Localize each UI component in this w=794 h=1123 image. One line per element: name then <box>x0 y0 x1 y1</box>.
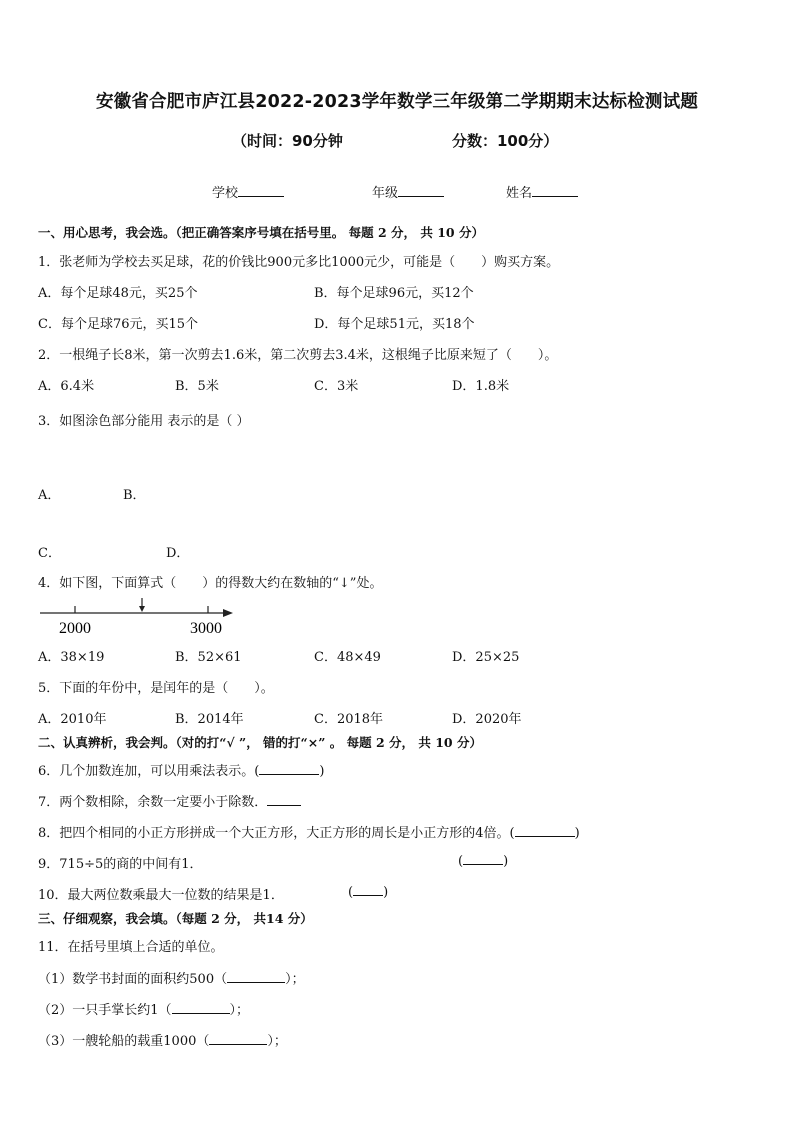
question-10: 10．最大两位数乘最大一位数的结果是1． <box>38 888 284 903</box>
number-line-arrowhead <box>223 609 233 617</box>
question-5: 5．下面的年份中，是闰年的是（ ）。 <box>38 681 274 696</box>
q10-open-paren: ( <box>348 885 354 900</box>
q3-option-b[interactable]: B． <box>123 488 146 503</box>
q11-sub-1-end: ）； <box>285 972 305 987</box>
exam-score: 分数：100分） <box>452 132 559 150</box>
q9-close-paren: ) <box>503 854 509 869</box>
q11-sub-3-text: （3）一艘轮船的载重1000（ <box>38 1034 210 1049</box>
number-line-figure <box>40 597 240 639</box>
question-8 <box>38 822 580 841</box>
school-blank[interactable] <box>238 184 284 197</box>
q11-sub-2 <box>38 999 249 1018</box>
q4-option-d[interactable]: D．25×25 <box>452 650 520 665</box>
q11-sub-1-text: （1）数学书封面的面积约500（ <box>38 972 228 987</box>
label-3000: 3000 <box>190 620 222 637</box>
label-2000: 2000 <box>59 620 91 637</box>
q3-option-c[interactable]: C． <box>38 546 61 561</box>
question-6-text: 6．几个加数连加，可以用乘法表示。( <box>38 764 260 779</box>
q9-answer[interactable] <box>458 853 508 869</box>
q11-sub-2-end: ）； <box>229 1003 250 1018</box>
q2-option-c[interactable]: C．3米 <box>314 379 359 394</box>
q6-close-paren: ) <box>319 764 325 779</box>
q11-sub-3-end: ）； <box>267 1034 287 1049</box>
question-6 <box>38 760 324 779</box>
q11-sub-3 <box>38 1030 287 1049</box>
question-4: 4．如下图，下面算式（ ）的得数大约在数轴的“↓”处。 <box>38 576 383 591</box>
q10-close-paren: ) <box>383 885 389 900</box>
question-2: 2．一根绳子长8米，第一次剪去1.6米，第二次剪去3.4米，这根绳子比原来短了（ ）。 <box>38 348 558 363</box>
q11-sub-3-blank[interactable] <box>209 1033 267 1045</box>
question-3: 3．如图涂色部分能用 表示的是（ ） <box>38 414 250 429</box>
q5-option-a[interactable]: A．2010年 <box>38 712 107 727</box>
q8-answer-blank[interactable] <box>515 825 575 837</box>
section1-heading: 一、用心思考，我会选。（把正确答案序号填在括号里。 每题 2 分， 共 10 分） <box>38 225 484 240</box>
q11-sub-1 <box>38 968 305 987</box>
q11-sub-1-blank[interactable] <box>227 971 285 983</box>
question-7 <box>38 791 301 810</box>
q1-option-c[interactable]: C．每个足球76元，买15个 <box>38 317 199 332</box>
q2-option-b[interactable]: B．5米 <box>175 379 219 394</box>
section2-heading: 二、认真辨析，我会判。（对的打“√ ”， 错的打“×” 。 每题 2 分， 共 10 分） <box>38 735 482 750</box>
school-field[interactable] <box>212 182 284 201</box>
name-label: 姓名 <box>506 186 533 201</box>
q5-option-d[interactable]: D．2020年 <box>452 712 522 727</box>
grade-field[interactable] <box>372 182 444 201</box>
q2-option-a[interactable]: A．6.4米 <box>38 379 95 394</box>
q1-option-d[interactable]: D．每个足球51元，买18个 <box>314 317 475 332</box>
q7-answer-blank[interactable] <box>267 794 301 806</box>
exam-title: 安徽省合肥市庐江县2022-2023学年数学三年级第二学期期末达标检测试题 <box>95 92 699 112</box>
question-1: 1．张老师为学校去买足球，花的价钱比900元多比1000元少，可能是（ ）购买方案。 <box>38 255 560 270</box>
q11-sub-2-blank[interactable] <box>172 1002 230 1014</box>
question-8-text: 8．把四个相同的小正方形拼成一个大正方形，大正方形的周长是小正方形的4倍。( <box>38 826 515 841</box>
q6-answer-blank[interactable] <box>259 763 319 775</box>
school-label: 学校 <box>212 186 239 201</box>
grade-blank[interactable] <box>398 184 444 197</box>
q3-option-a[interactable]: A． <box>38 488 61 503</box>
section3-heading: 三、仔细观察，我会填。（每题 2 分， 共14 分） <box>38 911 313 926</box>
q1-option-a[interactable]: A．每个足球48元，买25个 <box>38 286 198 301</box>
question-9: 9．715÷5的商的中间有1． <box>38 857 203 872</box>
q11-sub-2-text: （2）一只手掌长约1（ <box>38 1003 172 1018</box>
q9-open-paren: ( <box>458 854 464 869</box>
q3-option-d[interactable]: D． <box>166 546 190 561</box>
down-arrow-head <box>139 606 145 612</box>
q4-option-b[interactable]: B．52×61 <box>175 650 242 665</box>
question-7-text: 7．两个数相除，余数一定要小于除数． <box>38 795 268 810</box>
q4-option-c[interactable]: C．48×49 <box>314 650 381 665</box>
q10-answer-blank[interactable] <box>353 884 383 896</box>
q9-answer-blank[interactable] <box>463 853 503 865</box>
question-11: 11．在括号里填上合适的单位。 <box>38 940 224 955</box>
q4-option-a[interactable]: A．38×19 <box>38 650 105 665</box>
name-field[interactable] <box>506 182 578 201</box>
name-blank[interactable] <box>532 184 578 197</box>
q5-option-c[interactable]: C．2018年 <box>314 712 384 727</box>
q8-close-paren: ) <box>574 826 580 841</box>
exam-time: （时间：90分钟 <box>232 132 343 150</box>
q2-option-d[interactable]: D．1.8米 <box>452 379 510 394</box>
grade-label: 年级 <box>372 186 399 201</box>
q5-option-b[interactable]: B．2014年 <box>175 712 244 727</box>
q1-option-b[interactable]: B．每个足球96元，买12个 <box>314 286 474 301</box>
q10-answer[interactable] <box>348 884 388 900</box>
